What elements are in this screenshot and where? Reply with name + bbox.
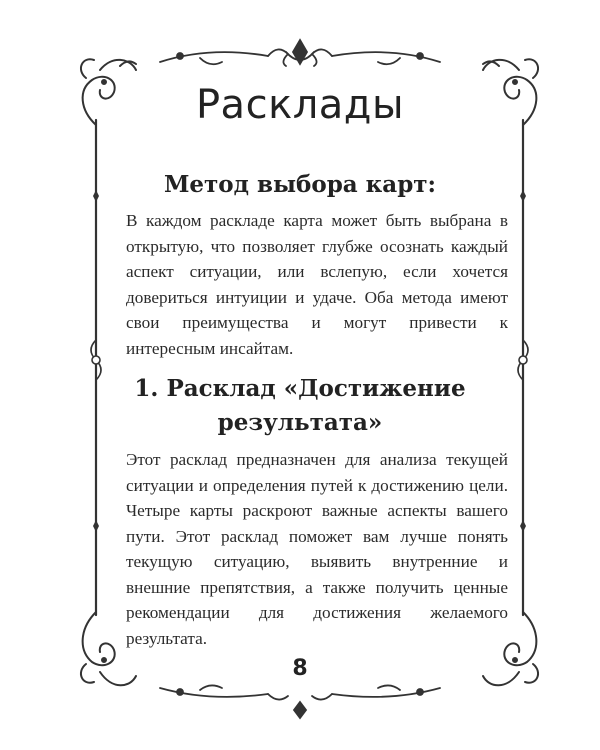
section-heading-spread-result: 1. Расклад «Достижение результата» — [134, 375, 466, 436]
page-title: Расклады — [195, 82, 405, 128]
page-number: 8 — [292, 656, 308, 681]
bottom-flourish-ornament — [160, 685, 440, 718]
top-flourish-ornament — [160, 40, 440, 66]
section-heading-card-selection: Метод выбора карт: — [163, 171, 437, 198]
section-body-spread-result: Этот расклад предназначен для анализа текущей ситуации и определения путей к достижению цели. Четыре карты раскроют важные аспекты вашего пути. Этот расклад поможет вам лучше понять текущую ситуацию, выявить внутренние и внешние препятствия, а также получить ценные рекомендации для достижения желаемого результата. — [126, 450, 508, 648]
section-body-card-selection: В каждом раскладе карта может быть выбрана в открытую, что позволяет глубже осознать каждый аспект ситуации, или вслепую, если хочется довериться интуиции и удаче. Оба метода имеют свои преимущества и могут привести к интересным инсайтам. — [126, 211, 508, 358]
